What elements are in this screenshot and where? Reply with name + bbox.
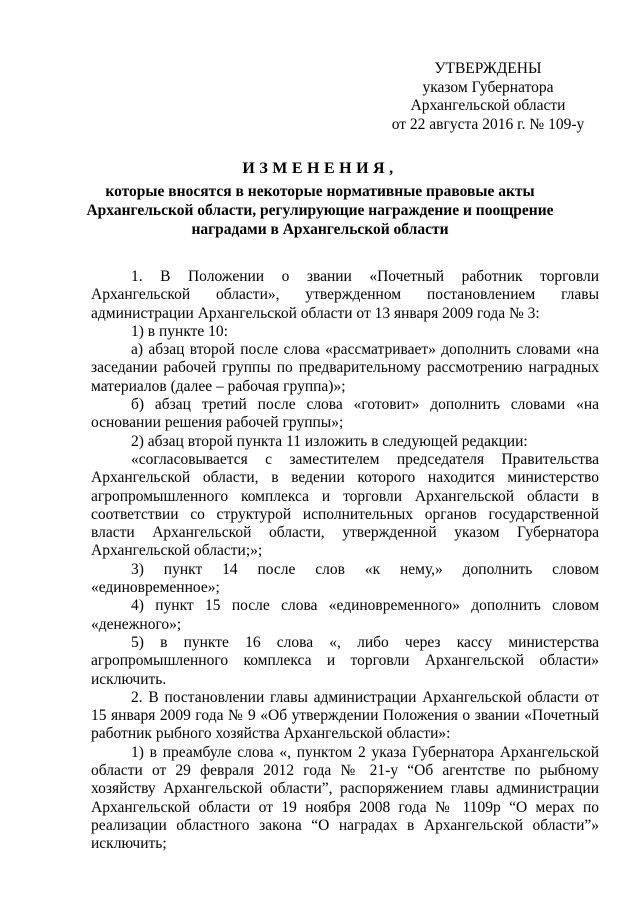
document-title: ИЗМЕНЕНИЯ, xyxy=(242,160,398,177)
paragraph-1-1-b: б) абзац третий после слова «готовит» дополнить словами «на основании решения рабочей группы»; xyxy=(91,396,599,432)
paragraph-2-1: 1) в преамбуле слова «, пунктом 2 указа Губернатора Архангельской области от 29 февраля 2012 года № 21-у “Об агентстве по рыбному хозяйству Архангельской области”, распоряжением главы администрации Архангельской области от 19 ноября 2008 года № 1109р “О мерах по реализации областного закона “О наградах в Архангельской области”» исключить; xyxy=(91,743,599,853)
approval-line: Архангельской области xyxy=(410,97,566,114)
approval-title: УТВЕРЖДЕНЫ xyxy=(434,60,542,77)
paragraph-1-3: 3) пункт 14 после слов «к нему,» дополнить словом «единовременное»; xyxy=(91,560,599,597)
paragraph-1-5: 5) в пункте 16 слова «, либо через кассу министерства агропромышленного комплекса и торговли Архангельской области» исключить. xyxy=(91,633,599,688)
approval-line: от 22 августа 2016 г. № 109-у xyxy=(391,115,585,133)
approval-stamp xyxy=(372,60,604,134)
document-heading xyxy=(60,158,580,239)
document-subtitle-line: наградами в Архангельской области xyxy=(191,221,449,238)
paragraph-1-2: 2) абзац второй пункта 11 изложить в следующей редакции: xyxy=(131,432,528,450)
approval-line: указом Губернатора xyxy=(422,78,554,96)
paragraph-2: 2. В постановлении главы администрации Архангельской области от 15 января 2009 года № 9 «Об утверждении Положения о звании «Почетный работник рыбного хозяйства Архангельской области»: xyxy=(91,688,599,743)
paragraph-1-4: 4) пункт 15 после слова «единовременного» дополнить словом «денежного»; xyxy=(91,597,599,633)
paragraph-1-1-a: а) абзац второй после слова «рассматривает» дополнить словами «на заседании рабочей группы по предварительному рассмотрению наградных материалов (далее – рабочая группа)»; xyxy=(91,341,599,395)
paragraph-1: 1. В Положении о звании «Почетный работник торговли Архангельской области», утвержденном постановлением главы администрации Архангельской области от 13 января 2009 года № 3: xyxy=(91,268,599,322)
document-subtitle-line: Архангельской области, регулирующие награждение и поощрение xyxy=(86,202,554,219)
paragraph-1-2-quote: «согласовывается с заместителем председателя Правительства Архангельской области, в ведении которого находится министерство агропромышленного комплекса и торговли Архангельской области в соответствии со структурой исполнительных органов государственной власти Архангельской области, утвержденной указом Губернатора Архангельской области;»; xyxy=(91,450,599,560)
document-body xyxy=(91,268,599,854)
document-subtitle-line: которые вносятся в некоторые нормативные правовые акты xyxy=(105,183,535,200)
paragraph-1-1: 1) в пункте 10: xyxy=(131,322,228,340)
